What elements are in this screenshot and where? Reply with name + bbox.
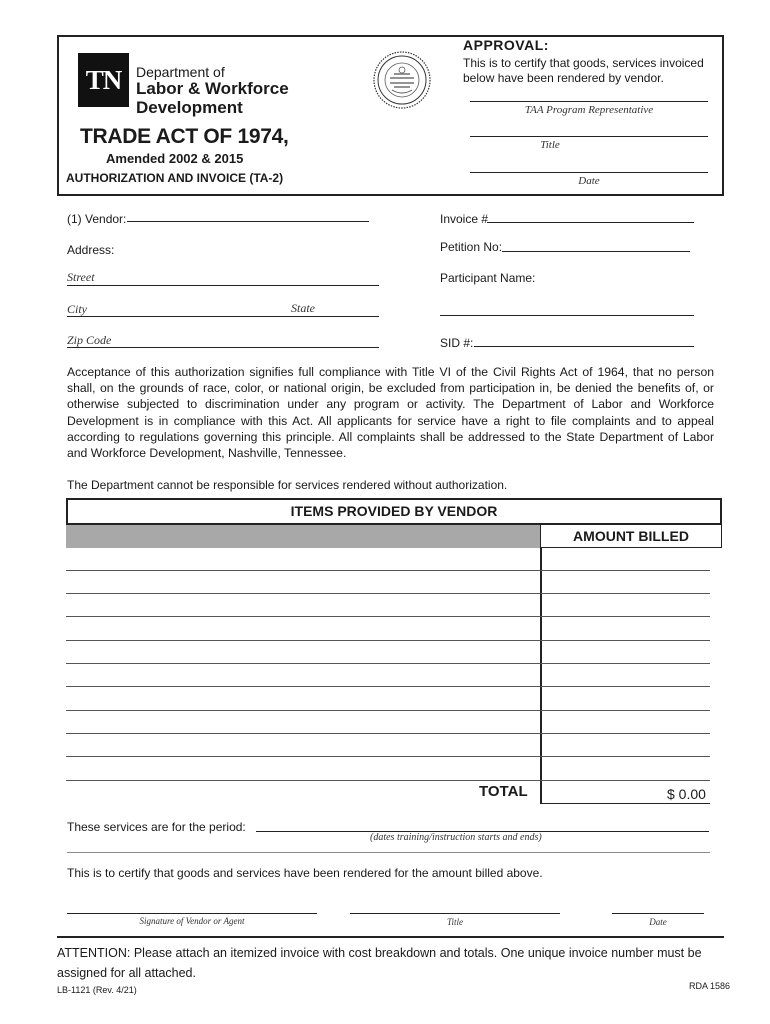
items-gray-bar [66, 525, 540, 548]
approval-date-line[interactable] [470, 172, 708, 173]
amended-subtitle: Amended 2002 & 2015 [106, 151, 244, 166]
vendor-field[interactable] [127, 221, 369, 222]
taa-rep-label: TAA Program Representative [524, 104, 654, 116]
sid-label: SID #: [440, 336, 474, 350]
tn-logo [78, 53, 129, 107]
amount-billed-header [540, 525, 722, 548]
table-row[interactable] [66, 570, 710, 571]
petition-field[interactable] [502, 251, 690, 252]
signature-date-label: Date [649, 917, 667, 927]
city-label: City [67, 302, 87, 316]
vendor-label: (1) Vendor: [67, 212, 127, 226]
invoice-field[interactable] [487, 222, 694, 223]
approval-title: APPROVAL: [463, 37, 549, 53]
form-code: LB-1121 (Rev. 4/21) [57, 985, 137, 995]
petition-label: Petition No: [440, 240, 503, 254]
invoice-label: Invoice # [440, 212, 489, 226]
signature-date-line[interactable] [612, 913, 704, 914]
items-table-header [66, 498, 722, 525]
items-header-label: ITEMS PROVIDED BY VENDOR [290, 503, 498, 519]
vendor-signature-label: Signature of Vendor or Agent [139, 916, 245, 926]
table-row[interactable] [66, 616, 710, 617]
column-divider [540, 548, 542, 803]
total-label: TOTAL [479, 783, 528, 800]
table-row[interactable] [66, 640, 710, 641]
vendor-signature-line[interactable] [67, 913, 317, 914]
taa-rep-line[interactable] [470, 101, 708, 102]
table-row[interactable] [66, 663, 710, 664]
tn-logo-text: TN [85, 64, 122, 95]
not-responsible-statement: The Department cannot be responsible for services rendered without authorization. [67, 478, 508, 492]
rda-code: RDA 1586 [689, 981, 731, 991]
form-title: TRADE ACT OF 1974, [80, 125, 289, 148]
participant-label: Participant Name: [440, 271, 536, 285]
sid-field[interactable] [474, 346, 694, 347]
table-row[interactable] [66, 593, 710, 594]
period-hint: (dates training/instruction starts and ends) [370, 832, 542, 843]
state-label: State [291, 301, 315, 315]
table-row[interactable] [66, 780, 710, 781]
form-name: AUTHORIZATION AND INVOICE (TA-2) [66, 171, 284, 185]
attention-note: ATTENTION: Please attach an itemized invoice with cost breakdown and totals. One unique invoice number must be assigned for all attached. [57, 946, 702, 980]
divider [67, 852, 710, 853]
address-label: Address: [67, 243, 115, 257]
zip-field[interactable] [67, 347, 379, 348]
zip-label: Zip Code [67, 333, 112, 347]
attention-divider [57, 936, 724, 938]
signature-title-line[interactable] [350, 913, 560, 914]
table-row[interactable] [66, 710, 710, 711]
amount-header-label: AMOUNT BILLED [573, 528, 689, 544]
total-value: $ 0.00 [667, 786, 706, 802]
department-line-3: Development [136, 98, 243, 117]
street-label: Street [67, 270, 95, 284]
table-row[interactable] [66, 686, 710, 687]
city-state-field[interactable] [67, 316, 379, 317]
department-line-1: Department of [136, 64, 225, 80]
participant-field[interactable] [440, 315, 694, 316]
signature-title-label: Title [446, 917, 463, 927]
approval-title-label: Title [540, 139, 560, 151]
table-row[interactable] [66, 756, 710, 757]
table-row[interactable] [66, 733, 710, 734]
total-line [540, 803, 710, 804]
street-field[interactable] [67, 285, 379, 286]
state-seal-icon [372, 50, 432, 110]
civil-rights-statement: Acceptance of this authorization signifies full compliance with Title VI of the Civil Rights Act of 1964, that no person shall, on the grounds of race, color, or national origin, be excluded from participation in, be denied the benefits of, or otherwise subjected to discrimination under any program or activity. The Department of Labor and Workforce Development is in compliance with this Act. All applicants for service have a right to file complaints and to appeal according to regulations governing this principle. All complaints shall be addressed to the State Department of Labor and Workforce Development, Nashville, Tennessee. [67, 365, 714, 461]
approval-title-line[interactable] [470, 136, 708, 137]
certify-statement: This is to certify that goods and services have been rendered for the amount billed above. [67, 866, 543, 880]
approval-text: This is to certify that goods, services invoiced below have been rendered by vendor. [463, 56, 704, 85]
department-line-2: Labor & Workforce [136, 79, 289, 98]
period-label: These services are for the period: [67, 820, 246, 834]
approval-date-label: Date [578, 175, 600, 187]
